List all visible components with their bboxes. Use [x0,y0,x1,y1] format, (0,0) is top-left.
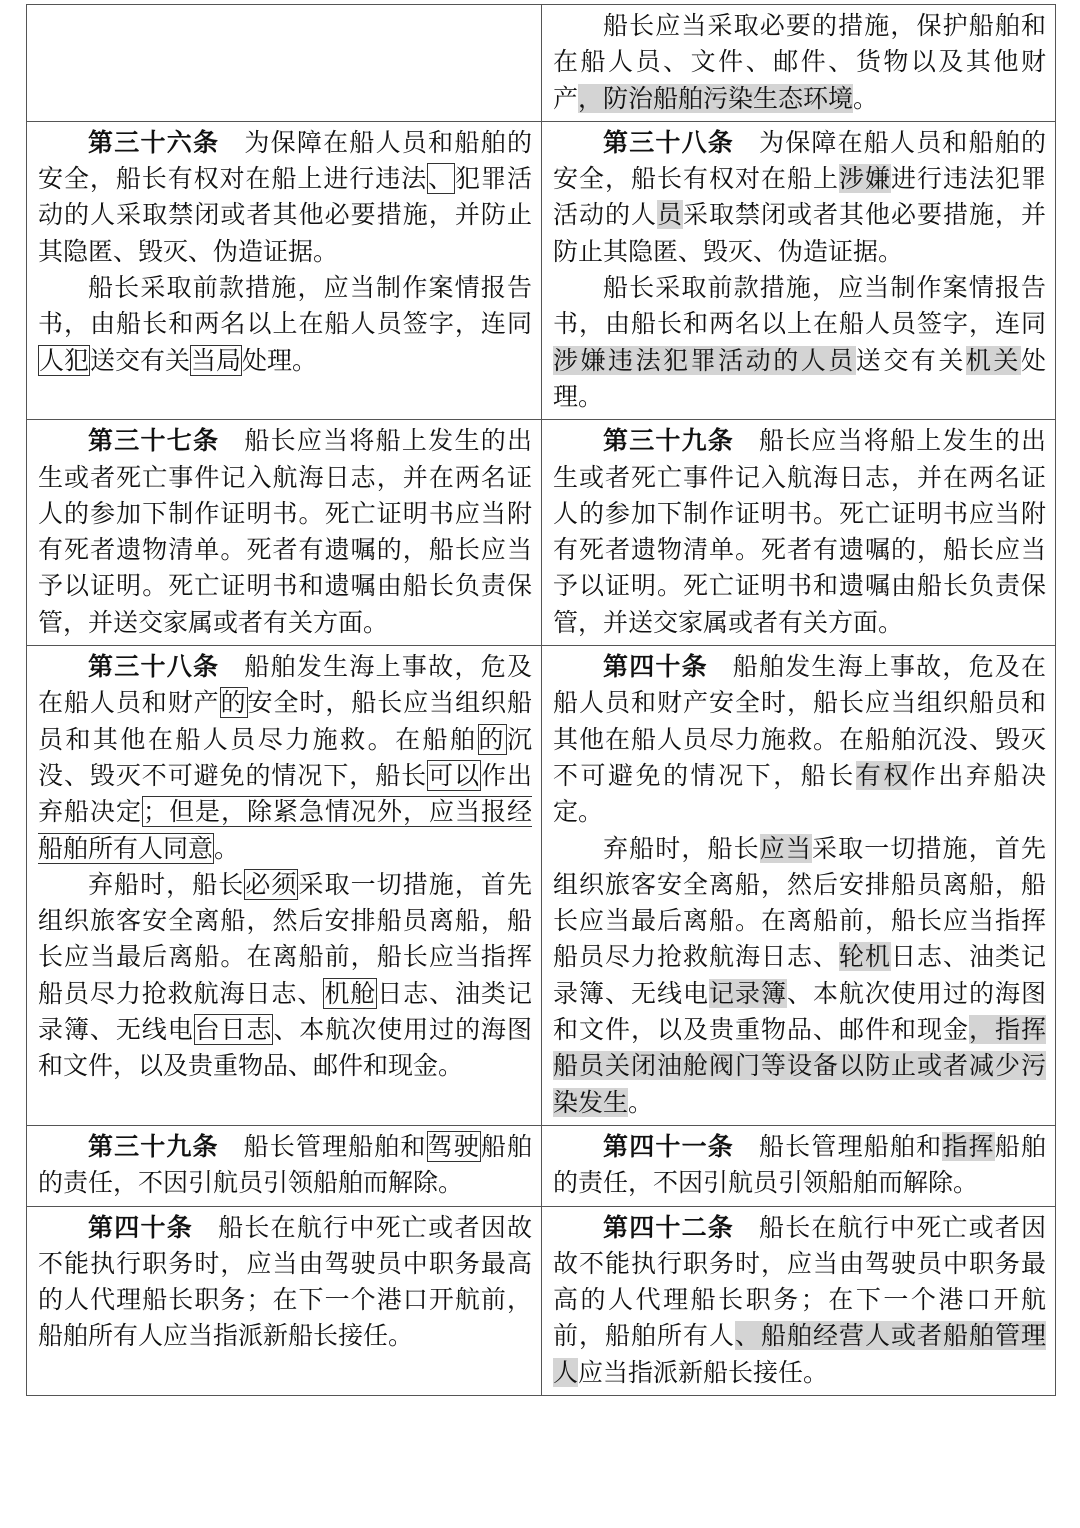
article-paragraph [553,8,1046,117]
added-text-highlight: 记录簿 [709,978,787,1008]
article-text: 船长在航行中死亡或者因故不能执行职务时，应当由驾驶员中职务最高的人代理船长职务；在下一个港口开航前，船舶所有人应当指派新船长接任。 [38,1212,532,1351]
article-text: 犯罪活动的人采取禁闭或者其他必要措施，并防止其隐匿、毁灭、伪造证据。 [38,164,532,266]
added-text-highlight: 、船舶经营人或者船舶管理人 [553,1321,1046,1387]
old-text-cell [27,1125,542,1206]
article-text: 弃船时，船长 [88,869,245,899]
changed-text-box: 当局 [191,345,242,375]
article-text: 船长管理船舶和 [758,1131,943,1161]
changed-text-box: 人犯 [39,345,90,375]
article-title: 第四十条 [603,652,708,682]
article-text: 作出弃船决定 [38,760,532,827]
article-text: 处理。 [553,345,1046,411]
new-text-cell [542,420,1056,646]
article-text: 。 [628,1087,654,1117]
article-paragraph [38,270,532,379]
article-text: 船舶发生海上事故，危及在船人员和财产安全时，船长应当组织船员和其他在船人员尽力施救。在船舶沉没、毁灭不可避免的情况下，船长 [553,652,1046,790]
article-text: 。 [214,833,240,863]
changed-text-box: 机舱 [324,978,377,1008]
article-text: 采取一切措施，首先组织旅客安全离船，然后安排船员离船，船长应当最后离船。在离船前，船长应当指挥船员尽力抢救航海日志、 [38,869,532,1008]
article-paragraph [38,1210,532,1355]
added-text-highlight: 涉嫌违法犯罪活动的人员 [553,345,856,375]
added-text-highlight: 指挥 [942,1131,995,1161]
article-text: 进行违法犯罪活动的人 [553,164,1046,230]
changed-text-box: 台日志 [194,1015,273,1045]
article-title: 第三十六条 [88,127,220,157]
article-text: 安全时，船长应当组织船员和其他在船人员尽力施救。在船舶 [38,688,532,754]
article-paragraph [553,423,1046,641]
added-text-highlight: 轮机 [838,942,891,972]
new-text-cell [542,5,1056,122]
article-text: 采取一切措施，首先组织旅客安全离船，然后安排船员离船，船长应当最后离船。在离船前，船长应当指挥船员尽力抢救航海日志、 [553,833,1046,972]
article-text: 弃船时，船长 [603,833,760,863]
article-paragraph [553,1210,1046,1391]
article-paragraph [553,1129,1046,1202]
comparison-row [27,1125,1056,1206]
article-text: 船长应当采取必要的措施，保护船舶和在船人员、文件、邮件、货物以及其他财产 [553,11,1046,113]
added-text-highlight: 机关 [965,345,1021,375]
article-paragraph [38,867,532,1085]
new-text-cell [542,121,1056,419]
article-paragraph [553,831,1046,1121]
article-paragraph [38,649,532,867]
article-text: 船舶发生海上事故，危及在船人员和财产 [38,652,532,718]
article-paragraph [38,125,532,270]
changed-text-box: 、 [428,164,455,194]
article-text: 船长采取前款措施，应当制作案情报告书，由船长和两名以上在船人员签字，连同 [553,273,1046,339]
comparison-row [27,1206,1056,1395]
old-text-cell [27,646,542,1126]
article-paragraph [38,1129,532,1202]
added-text-highlight: ，防治船舶污染生态环境 [578,83,854,113]
comparison-row [27,121,1056,419]
comparison-row [27,5,1056,122]
article-title: 第四十二条 [603,1212,734,1242]
article-text: 、本航次使用过的海图和文件，以及贵重物品、邮件和现金。 [38,1015,532,1081]
old-text-cell [27,121,542,419]
article-paragraph [553,125,1046,270]
article-text: 处理。 [242,345,318,375]
article-text: 送交有关 [855,345,966,375]
old-text-cell [27,1206,542,1395]
law-comparison-table [26,4,1056,1396]
article-text: 船舶的责任，不因引航员引领船舶而解除。 [553,1131,1046,1198]
article-text: 为保障在船人员和船舶的安全，船长有权对在船上 [553,127,1046,194]
article-text: 船长管理船舶和 [243,1131,427,1161]
article-text: 船长采取前款措施，应当制作案情报告书，由船长和两名以上在船人员签字，连同 [38,273,532,339]
article-text: 、本航次使用过的海图和文件，以及贵重物品、邮件和现金 [553,978,1046,1045]
added-text-highlight: 涉嫌 [838,164,891,194]
article-text: 送交有关 [90,345,191,375]
comparison-row [27,420,1056,646]
old-text-cell [27,420,542,646]
new-text-cell [542,646,1056,1126]
article-title: 第四十一条 [603,1131,734,1161]
old-text-cell [27,5,542,122]
article-text: 日志、油类记录簿、无线电 [553,942,1046,1008]
article-text: 船长应当将船上发生的出生或者死亡事件记入航海日志，并在两名证人的参加下制作证明书。死亡证明书应当附有死者遗物清单。死者有遗嘱的，船长应当予以证明。死亡证明书和遗嘱由船长负责保管，并送交家属或者有关方面。 [38,426,532,637]
new-text-cell [542,1206,1056,1395]
added-text-highlight: 有权 [855,760,911,790]
article-paragraph [553,649,1046,830]
article-title: 第三十八条 [88,652,220,682]
article-text: 。 [853,83,879,113]
comparison-body [27,5,1056,1396]
added-text-highlight: 员 [657,200,683,230]
added-text-highlight: ，指挥船员关闭油舱阀门等设备以防止或者减少污染发生 [553,1015,1046,1117]
article-text: 沉没、毁灭不可避免的情况下，船长 [38,724,532,790]
article-text: 船长在航行中死亡或者因故不能执行职务时，应当由驾驶员中职务最高的人代理船长职务；在下一个港口开航前，船舶所有人 [553,1212,1046,1351]
changed-text-box: 驾驶 [427,1131,480,1161]
article-text: 作出弃船决定。 [553,760,1046,827]
changed-text-box: ；但是，除紧急情况外，应当报经船舶所有人同意 [38,797,532,863]
article-title: 第四十条 [88,1212,194,1242]
article-paragraph [553,270,1046,415]
article-text: 船长应当将船上发生的出生或者死亡事件记入航海日志，并在两名证人的参加下制作证明书。死亡证明书应当附有死者遗物清单。死者有遗嘱的，船长应当予以证明。死亡证明书和遗嘱由船长负责保管，并送交家属或者有关方面。 [553,426,1046,637]
changed-text-box: 的 [220,688,247,718]
added-text-highlight: 应当 [759,833,812,863]
changed-text-box: 可以 [428,760,481,790]
article-title: 第三十九条 [603,426,734,456]
new-text-cell [542,1125,1056,1206]
article-title: 第三十八条 [603,127,734,157]
article-title: 第三十九条 [88,1131,219,1161]
article-text: 日志、油类记录簿、无线电 [38,978,532,1045]
changed-text-box: 的 [478,724,506,754]
article-text: 采取禁闭或者其他必要措施，并防止其隐匿、毁灭、伪造证据。 [553,200,1046,266]
article-text: 为保障在船人员和船舶的安全，船长有权对在船上进行违法 [38,127,532,194]
article-text: 船舶的责任，不因引航员引领船舶而解除。 [38,1131,532,1198]
changed-text-box: 必须 [245,869,298,899]
comparison-row [27,646,1056,1126]
article-text: 应当指派新船长接任。 [578,1357,829,1387]
article-paragraph [38,423,532,641]
article-title: 第三十七条 [88,426,220,456]
